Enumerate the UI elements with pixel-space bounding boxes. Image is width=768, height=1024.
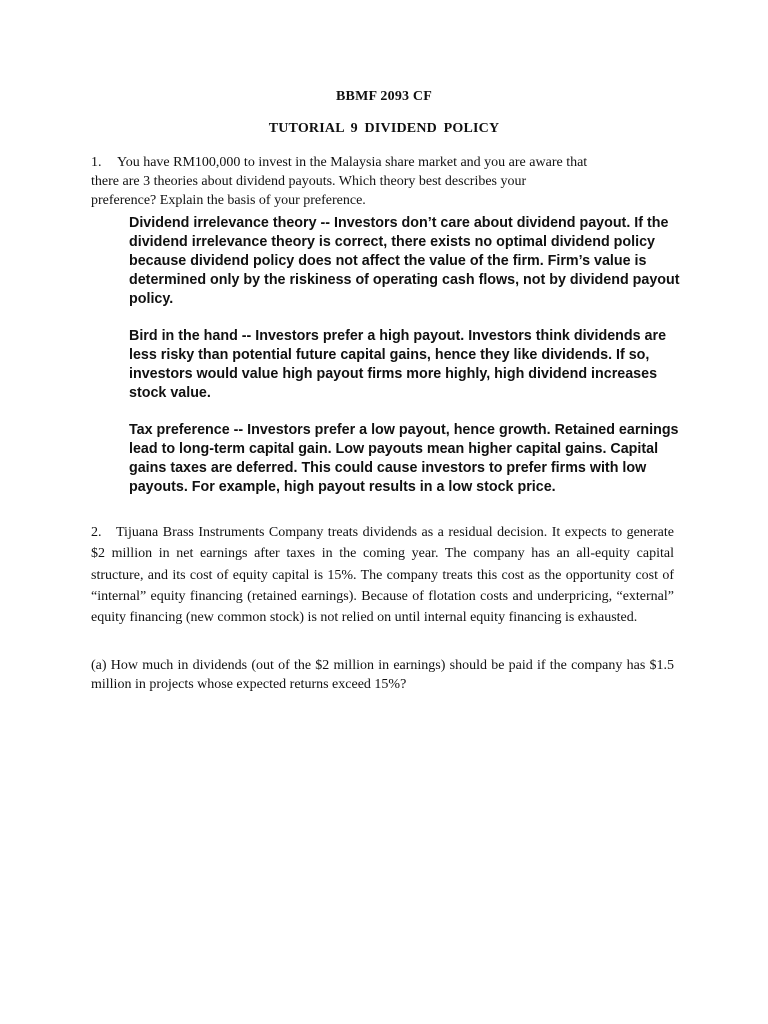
question-2 — [91, 522, 674, 628]
answer-bird-in-the-hand: Bird in the hand -- Investors prefer a high payout. Investors think dividends are less risky than potential future capital gains, hence they like dividends. If so, investors would value high payout firms more highly, high dividend increases stock value. — [129, 328, 667, 401]
question-2-part-a: (a) How much in dividends (out of the $2 million in earnings) should be paid if the company has $1.5 million in projects whose expected returns exceed 15%? — [91, 658, 674, 692]
question-1 — [91, 153, 681, 210]
question-1-text-line-3: preference? Explain the basis of your preference. — [91, 193, 366, 208]
question-1-text-line-2: there are 3 theories about dividend payouts. Which theory best describes your — [91, 174, 527, 189]
course-code-heading: BBMF 2093 CF — [336, 89, 432, 104]
question-2-number: 2. — [91, 525, 102, 540]
question-1-line — [91, 153, 681, 172]
question-1-text-line-1: You have RM100,000 to invest in the Malaysia share market and you are aware that — [117, 155, 588, 170]
question-1-number: 1. — [91, 155, 102, 170]
question-2-text: Tijuana Brass Instruments Company treats dividends as a residual decision. It expects to generate $2 million in net earnings after taxes in the coming year. The company has an all-equity capital structure, and its cost of equity capital is 15%. The company treats this cost as the opportunity cost of “internal” equity financing (retained earnings). Because of flotation costs and underpricing, “external” equity financing (new common stock) is not relied on until internal equity financing is exhausted. — [91, 525, 674, 626]
answer-tax-preference: Tax preference -- Investors prefer a low payout, hence growth. Retained earnings lead to long-term capital gain. Low payouts mean higher capital gains. Capital gains taxes are deferred. This could cause investors to prefer firms with low payouts. For example, high payout results in a low stock price. — [129, 422, 679, 495]
tutorial-title-heading: TUTORIAL 9 DIVIDEND POLICY — [268, 121, 500, 136]
answer-dividend-irrelevance: Dividend irrelevance theory -- Investors don’t care about dividend payout. If the dividend irrelevance theory is correct, there exists no optimal dividend policy because dividend policy does not affect the value of the firm. Firm’s value is determined only by the riskiness of operating cash flows, not by dividend payout policy. — [129, 215, 680, 307]
